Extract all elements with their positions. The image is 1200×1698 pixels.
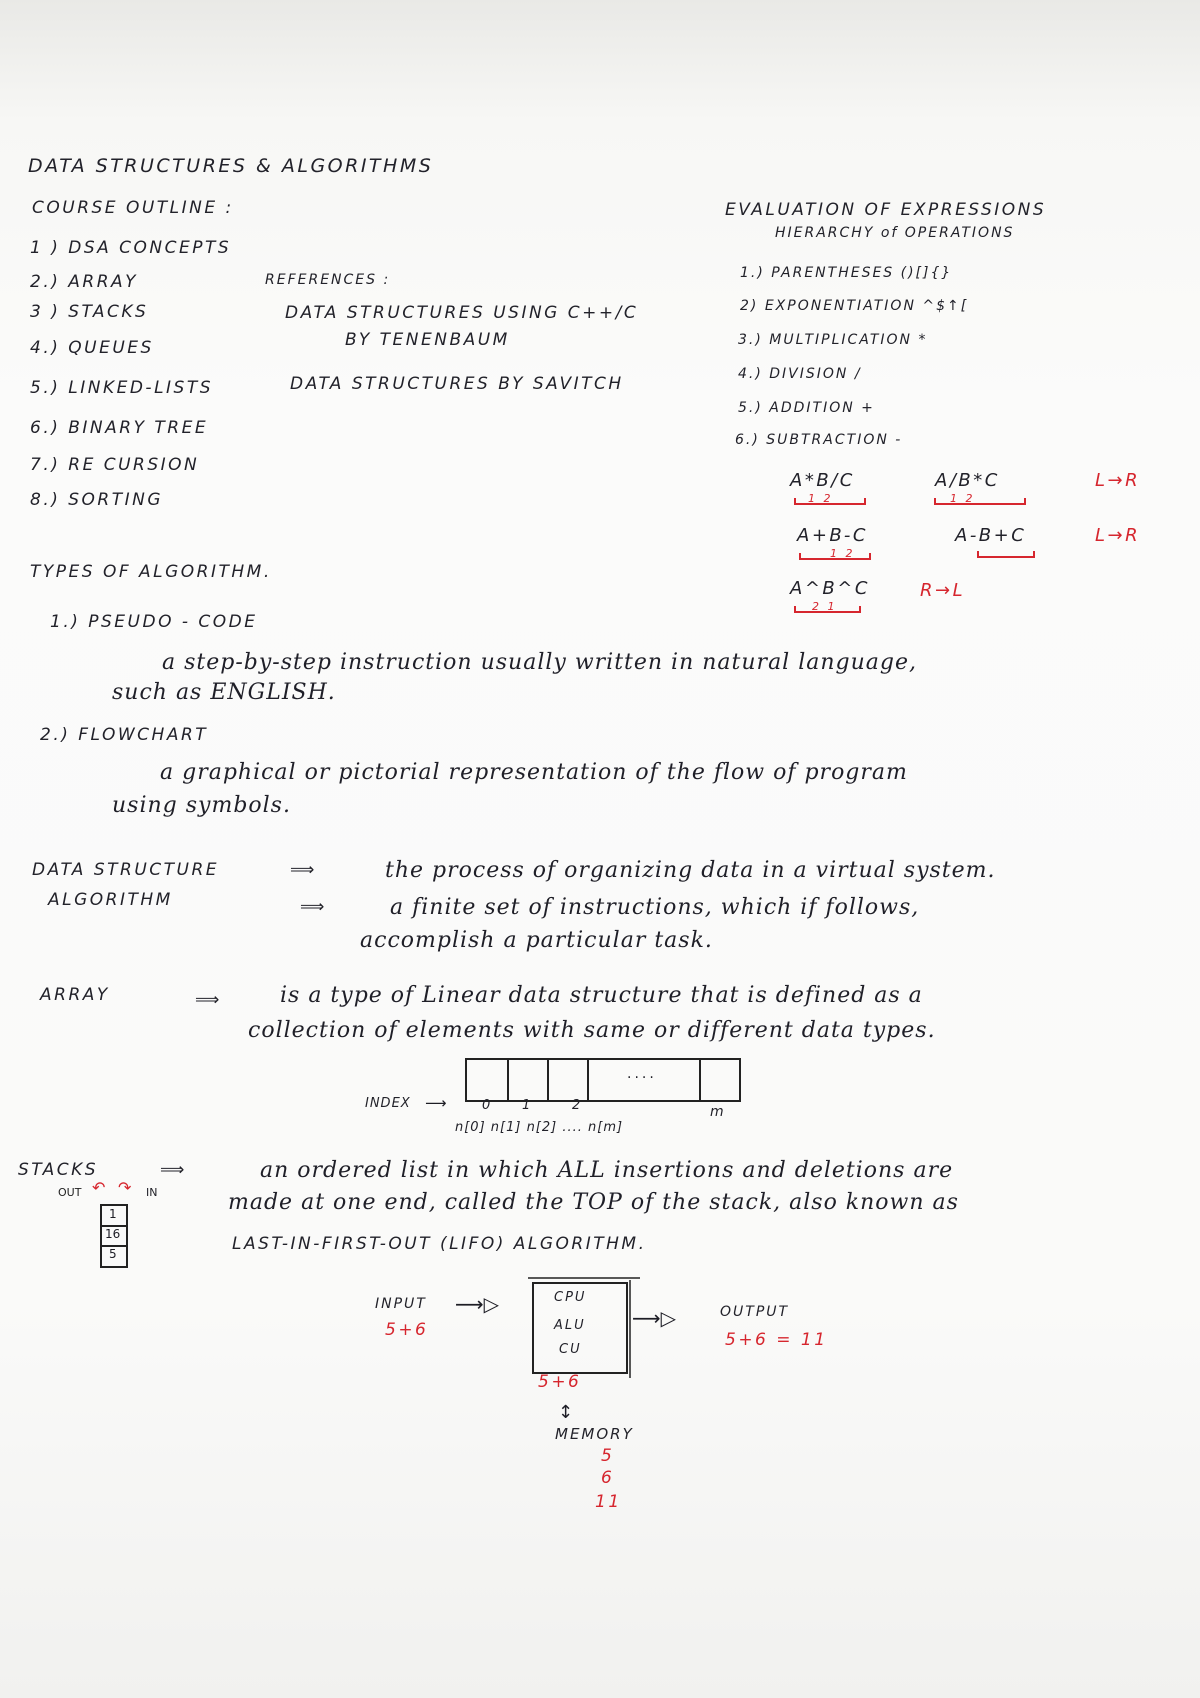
outline-item: 3 ) STACKS <box>30 302 149 322</box>
example-order: 1 2 <box>950 492 975 505</box>
pseudo-code-def: such as ENGLISH. <box>112 680 336 705</box>
index-value: m <box>710 1104 726 1120</box>
direction-label: R→L <box>920 580 966 601</box>
output-arrow: ⟶▷ <box>632 1306 677 1330</box>
references-heading: REFERENCES : <box>265 272 391 288</box>
outline-item: 7.) RE CURSION <box>30 455 200 475</box>
algorithm-def: a finite set of instructions, which if follows, <box>390 895 920 920</box>
stacks-term: STACKS <box>18 1160 99 1180</box>
example-expression: A*B/C <box>790 470 855 491</box>
cu-label: CU <box>559 1342 582 1357</box>
cpu-expression: 5+6 <box>538 1372 582 1392</box>
memory-arrow-icon: ↕ <box>558 1402 574 1423</box>
outline-item: 6.) BINARY TREE <box>30 418 209 438</box>
index-value: 1 <box>522 1098 533 1113</box>
memory-value: 6 <box>601 1468 615 1488</box>
memory-value: 5 <box>601 1446 615 1466</box>
input-value: 5+6 <box>385 1320 429 1340</box>
array-elements: n[0] n[1] n[2] .... n[m] <box>455 1120 624 1135</box>
definition-arrow: ⟹ <box>195 990 222 1010</box>
stack-cell: 16 <box>105 1227 121 1241</box>
pseudo-code-title: 1.) PSEUDO - CODE <box>50 612 258 632</box>
cpu-label: CPU <box>554 1290 587 1305</box>
array-def: is a type of Linear data structure that is defined as a <box>280 983 923 1008</box>
stack-in-arrow-icon: ↷ <box>118 1178 132 1197</box>
index-value: 2 <box>572 1098 583 1113</box>
stack-out-arrow-icon: ↶ <box>92 1178 106 1197</box>
definition-arrow: ⟹ <box>300 897 327 917</box>
array-term: ARRAY <box>40 985 110 1005</box>
hierarchy-item: 4.) DIVISION / <box>738 366 862 382</box>
output-label: OUTPUT <box>720 1304 790 1320</box>
stacks-def: an ordered list in which ALL insertions and deletions are <box>260 1158 954 1183</box>
reference-1-line-2: BY TENENBAUM <box>345 330 510 350</box>
array-def: collection of elements with same or different data types. <box>248 1018 936 1043</box>
flowchart-def: using symbols. <box>112 793 291 818</box>
out-label: OUT <box>58 1186 82 1199</box>
hierarchy-item: 3.) MULTIPLICATION * <box>738 332 928 348</box>
direction-label: L→R <box>1095 470 1141 491</box>
page-title: DATA STRUCTURES & ALGORITHMS <box>28 155 434 177</box>
evaluation-heading: EVALUATION OF EXPRESSIONS <box>725 200 1047 220</box>
example-expression: A^B^C <box>790 578 870 599</box>
outline-item: 5.) LINKED-LISTS <box>30 378 214 398</box>
example-order: 1 2 <box>808 492 833 505</box>
course-outline-heading: COURSE OUTLINE : <box>32 198 234 218</box>
memory-value: 11 <box>595 1492 622 1512</box>
hierarchy-item: 1.) PARENTHESES ()[]{} <box>740 265 953 281</box>
algorithm-def: accomplish a particular task. <box>360 928 713 953</box>
array-dots: .... <box>627 1066 657 1082</box>
types-heading: TYPES OF ALGORITHM. <box>30 562 272 582</box>
algorithm-term: ALGORITHM <box>48 890 173 910</box>
hierarchy-item: 6.) SUBTRACTION - <box>735 432 903 448</box>
index-value: 0 <box>482 1098 493 1113</box>
hierarchy-item: 5.) ADDITION + <box>738 400 875 416</box>
example-expression: A+B-C <box>797 525 868 546</box>
outline-item: 1 ) DSA CONCEPTS <box>30 238 232 258</box>
hierarchy-item: 2) EXPONENTIATION ^$↑[ <box>740 298 969 314</box>
stacks-def: made at one end, called the TOP of the stack, also known as <box>228 1190 959 1215</box>
outline-item: 4.) QUEUES <box>30 338 154 358</box>
reference-2: DATA STRUCTURES BY SAVITCH <box>290 374 624 394</box>
data-structure-term: DATA STRUCTURE <box>32 860 220 880</box>
example-order: 2 1 <box>812 600 837 613</box>
outline-item: 2.) ARRAY <box>30 272 139 292</box>
stack-cell: 1 <box>109 1207 117 1221</box>
index-arrow: ⟶ <box>425 1094 447 1112</box>
example-expression: A-B+C <box>955 525 1027 546</box>
pseudo-code-def: a step-by-step instruction usually written in natural language, <box>162 650 918 675</box>
definition-arrow: ⟹ <box>160 1160 187 1180</box>
alu-label: ALU <box>554 1318 586 1333</box>
input-arrow: ⟶▷ <box>455 1292 500 1316</box>
index-label: INDEX <box>365 1096 411 1111</box>
direction-label: L→R <box>1095 525 1141 546</box>
example-expression: A/B*C <box>935 470 1000 491</box>
outline-item: 8.) SORTING <box>30 490 164 510</box>
flowchart-title: 2.) FLOWCHART <box>40 725 209 745</box>
example-order: 1 2 <box>830 547 855 560</box>
definition-arrow: ⟹ <box>290 860 317 880</box>
input-label: INPUT <box>375 1296 427 1312</box>
flowchart-def: a graphical or pictorial representation of the flow of program <box>160 760 908 785</box>
reference-1-line-1: DATA STRUCTURES USING C++/C <box>285 303 639 323</box>
in-label: IN <box>146 1186 158 1199</box>
evaluation-subheading: HIERARCHY of OPERATIONS <box>775 225 1015 241</box>
output-value: 5+6 = 11 <box>725 1330 828 1350</box>
data-structure-def: the process of organizing data in a virtual system. <box>385 858 996 883</box>
stack-cell: 5 <box>109 1247 117 1261</box>
memory-label: MEMORY <box>555 1425 634 1443</box>
stacks-def: LAST-IN-FIRST-OUT (LIFO) ALGORITHM. <box>232 1234 647 1254</box>
